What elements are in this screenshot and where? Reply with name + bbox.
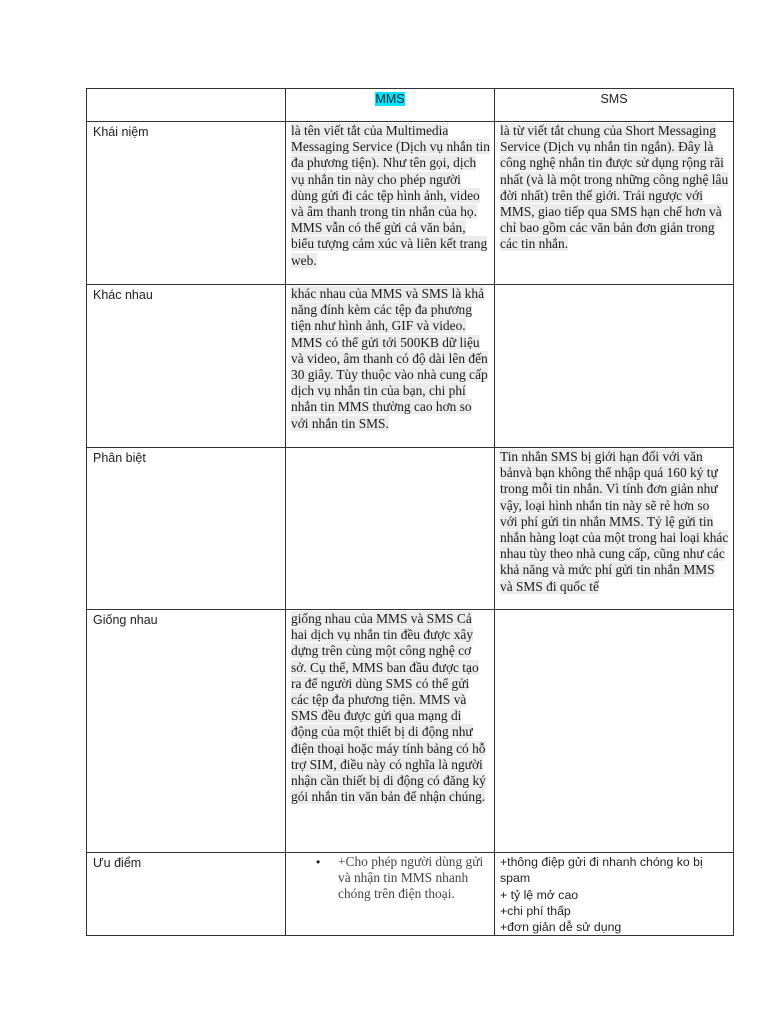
sms-advantage-item: +thông điệp gửi đi nhanh chóng ko bị spam [500,855,703,886]
row-khai-niem [87,122,734,285]
bullet-item [286,853,494,903]
sms-advantage-list [495,853,733,935]
row-label-cell [87,285,286,448]
sms-cell [495,853,734,936]
row-uu-diem [87,853,734,936]
sms-advantage-item: + tỷ lệ mở cao [500,887,579,902]
row-label: Khái niệm [93,125,149,139]
row-label: Phân biệt [93,451,146,465]
row-label-cell [87,853,286,936]
mms-text: khác nhau của MMS và SMS là khả năng đính kèm các tệp đa phương tiện như hình ảnh, GIF và video. MMS có thể gửi tới 500KB dữ liệu và video, âm thanh có độ dài lên đến 30 giây. Tùy thuộc vào nhà cung cấp dịch vụ nhắn tin của bạn, chi phí nhắn tin MMS thường cao hơn so với nhắn tin SMS. [291,286,488,431]
header-sms-cell [495,89,734,122]
mms-cell [286,448,495,610]
row-label: Ưu điểm [93,856,142,870]
comparison-table [86,88,734,936]
row-label: Khác nhau [93,288,153,302]
mms-text: giống nhau của MMS và SMS Cả hai dịch vụ nhắn tin đều được xây dựng trên cùng một công nghệ cơ sở. Cụ thể, MMS ban đầu được tạo ra để người dùng SMS có thể gửi các tệp đa phương tiện. MMS và SMS đều được gửi qua mạng di động của một thiết bị di động như điện thoại hoặc máy tính bảng có hỗ trợ SIM, điều này có nghĩa là người nhận cần thiết bị di động có đăng ký gói nhắn tin văn bản để nhận chúng. [291,611,486,805]
mms-cell [286,853,495,936]
bullet-icon: • [316,855,321,869]
row-phan-biet [87,448,734,610]
mms-cell [286,285,495,448]
row-label-cell [87,610,286,853]
sms-text: Tin nhắn SMS bị giới hạn đối với văn bảnvà bạn không thể nhập quá 160 ký tự trong mỗi tin nhắn. Vì tính đơn giản như vậy, loại hình nhắn tin này sẽ rẻ hơn so với phí gửi tin nhắn MMS. Tỷ lệ gửi tin nhắn hàng loạt của một trong hai loại khác nhau tùy theo nhà cung cấp, cũng như các khả năng và mức phí gửi tin nhắn MMS và SMS đi quốc tế [500,449,729,594]
header-row [87,89,734,122]
row-khac-nhau [87,285,734,448]
row-label-cell [87,448,286,610]
header-mms-cell [286,89,495,122]
sms-cell [495,610,734,853]
sms-cell [495,122,734,285]
mms-text: +Cho phép người dùng gửi và nhận tin MMS nhanh chóng trên điện thoại. [338,854,484,902]
sms-cell [495,448,734,610]
mms-cell [286,122,495,285]
row-giong-nhau [87,610,734,853]
sms-cell [495,285,734,448]
sms-text: là từ viết tắt chung của Short Messaging Service (Dịch vụ nhắn tin ngắn). Đây là công nghệ nhắn tin được sử dụng rộng rãi nhất (và là một trong những công nghệ lâu đời nhất) trên thế giới. Trái ngược với MMS, giao tiếp qua SMS hạn chế hơn và chỉ bao gồm các văn bản đơn giản trong các tin nhắn. [500,123,729,252]
row-label-cell [87,122,286,285]
sms-advantage-item: +chi phí thấp [500,903,571,918]
mms-text: là tên viết tắt của Multimedia Messaging Service (Dịch vụ nhắn tin đa phương tiện). Như tên gọi, dịch vụ nhắn tin này cho phép người dùng gửi đi các tệp hình ảnh, video và âm thanh trong tin nhắn của họ. MMS vẫn có thể gửi cả văn bản, biểu tượng cảm xúc và liên kết trang web. [291,123,490,268]
header-sms-label: SMS [600,92,628,106]
header-empty-cell [87,89,286,122]
row-label: Giống nhau [93,613,158,627]
header-mms-label: MMS [375,92,405,106]
sms-advantage-item: +đơn giản dễ sử dụng [500,920,622,935]
mms-cell [286,610,495,853]
